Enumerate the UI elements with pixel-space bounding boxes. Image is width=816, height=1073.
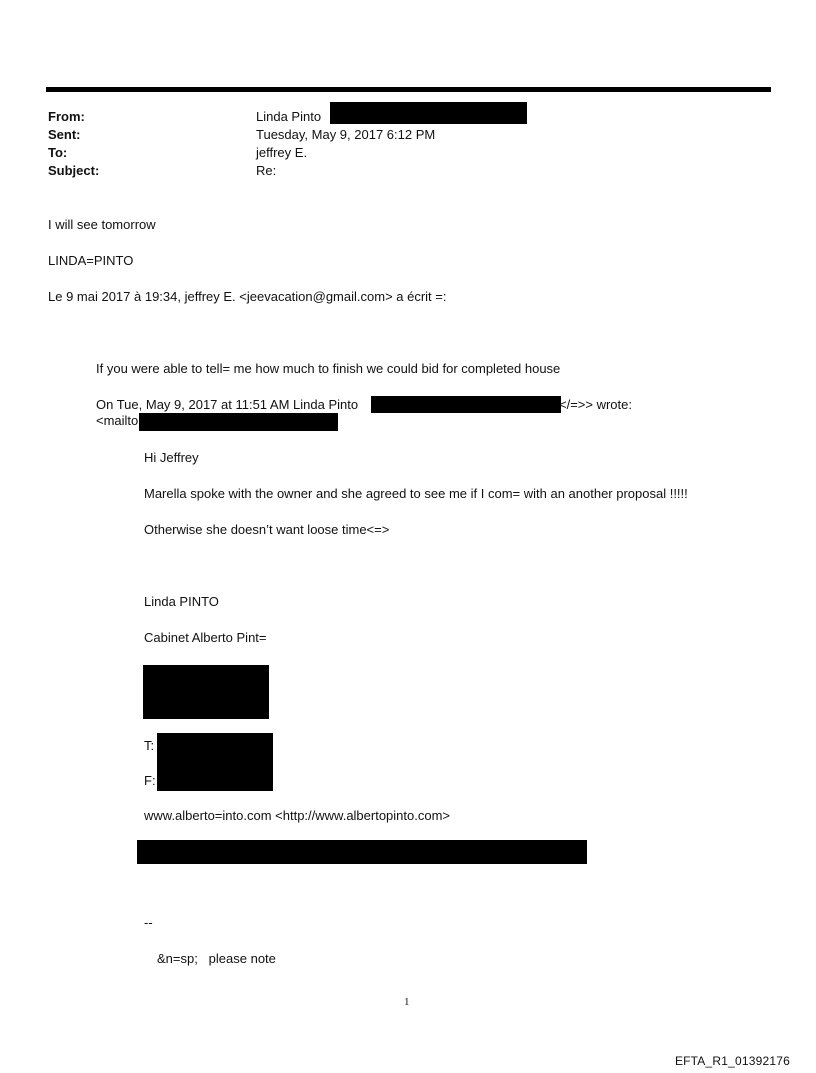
fax-label: F: (144, 773, 156, 788)
paragraph-1: Marella spoke with the owner and she agreed to see me if I com= with an another proposal !!!!! (144, 486, 688, 501)
signature-company: Cabinet Alberto Pint= (144, 630, 267, 645)
body-line-1: I will see tomorrow (48, 217, 156, 232)
redaction-mailto (139, 413, 338, 431)
on-tue-prefix: On Tue, May 9, 2017 at 11:51 AM Linda Pinto (96, 397, 359, 412)
redaction-footer-line (137, 840, 587, 864)
signature-top: LINDA=PINTO (48, 253, 134, 268)
note-line: &n=sp; please note (157, 951, 276, 966)
subject-label: Subject: (48, 163, 100, 178)
redaction-from-email (330, 102, 527, 124)
to-label: To: (48, 145, 68, 160)
quote-intro: Le 9 mai 2017 à 19:34, jeffrey E. <jeevacation@gmail.com> a écrit =: (48, 289, 447, 304)
redaction-phone-fax (157, 733, 273, 791)
paragraph-2: Otherwise she doesn’t want loose time<=> (144, 522, 390, 537)
mailto-prefix: <mailto (96, 413, 139, 428)
greeting: Hi Jeffrey (144, 450, 199, 465)
from-label: From: (48, 109, 85, 124)
signature-name: Linda PINTO (144, 594, 219, 609)
subject-value: Re: (256, 163, 277, 178)
top-rule (46, 87, 771, 92)
page-number: 1 (404, 996, 410, 1008)
redaction-on-tue-email (371, 396, 561, 413)
sent-label: Sent: (48, 127, 81, 142)
document-id: EFTA_R1_01392176 (674, 1054, 790, 1068)
redaction-address (143, 665, 269, 719)
separator-dashes: -- (144, 915, 153, 930)
reply-text: If you were able to tell= me how much to finish we could bid for completed house (96, 361, 561, 376)
phone-label: T: (144, 738, 155, 753)
from-value: Linda Pinto (256, 109, 322, 124)
sent-value: Tuesday, May 9, 2017 6:12 PM (256, 127, 436, 142)
to-value: jeffrey E. (256, 145, 308, 160)
website-line: www.alberto=into.com <http://www.albertopinto.com> (144, 808, 451, 823)
on-tue-suffix: </=>> wrote: (559, 397, 632, 412)
